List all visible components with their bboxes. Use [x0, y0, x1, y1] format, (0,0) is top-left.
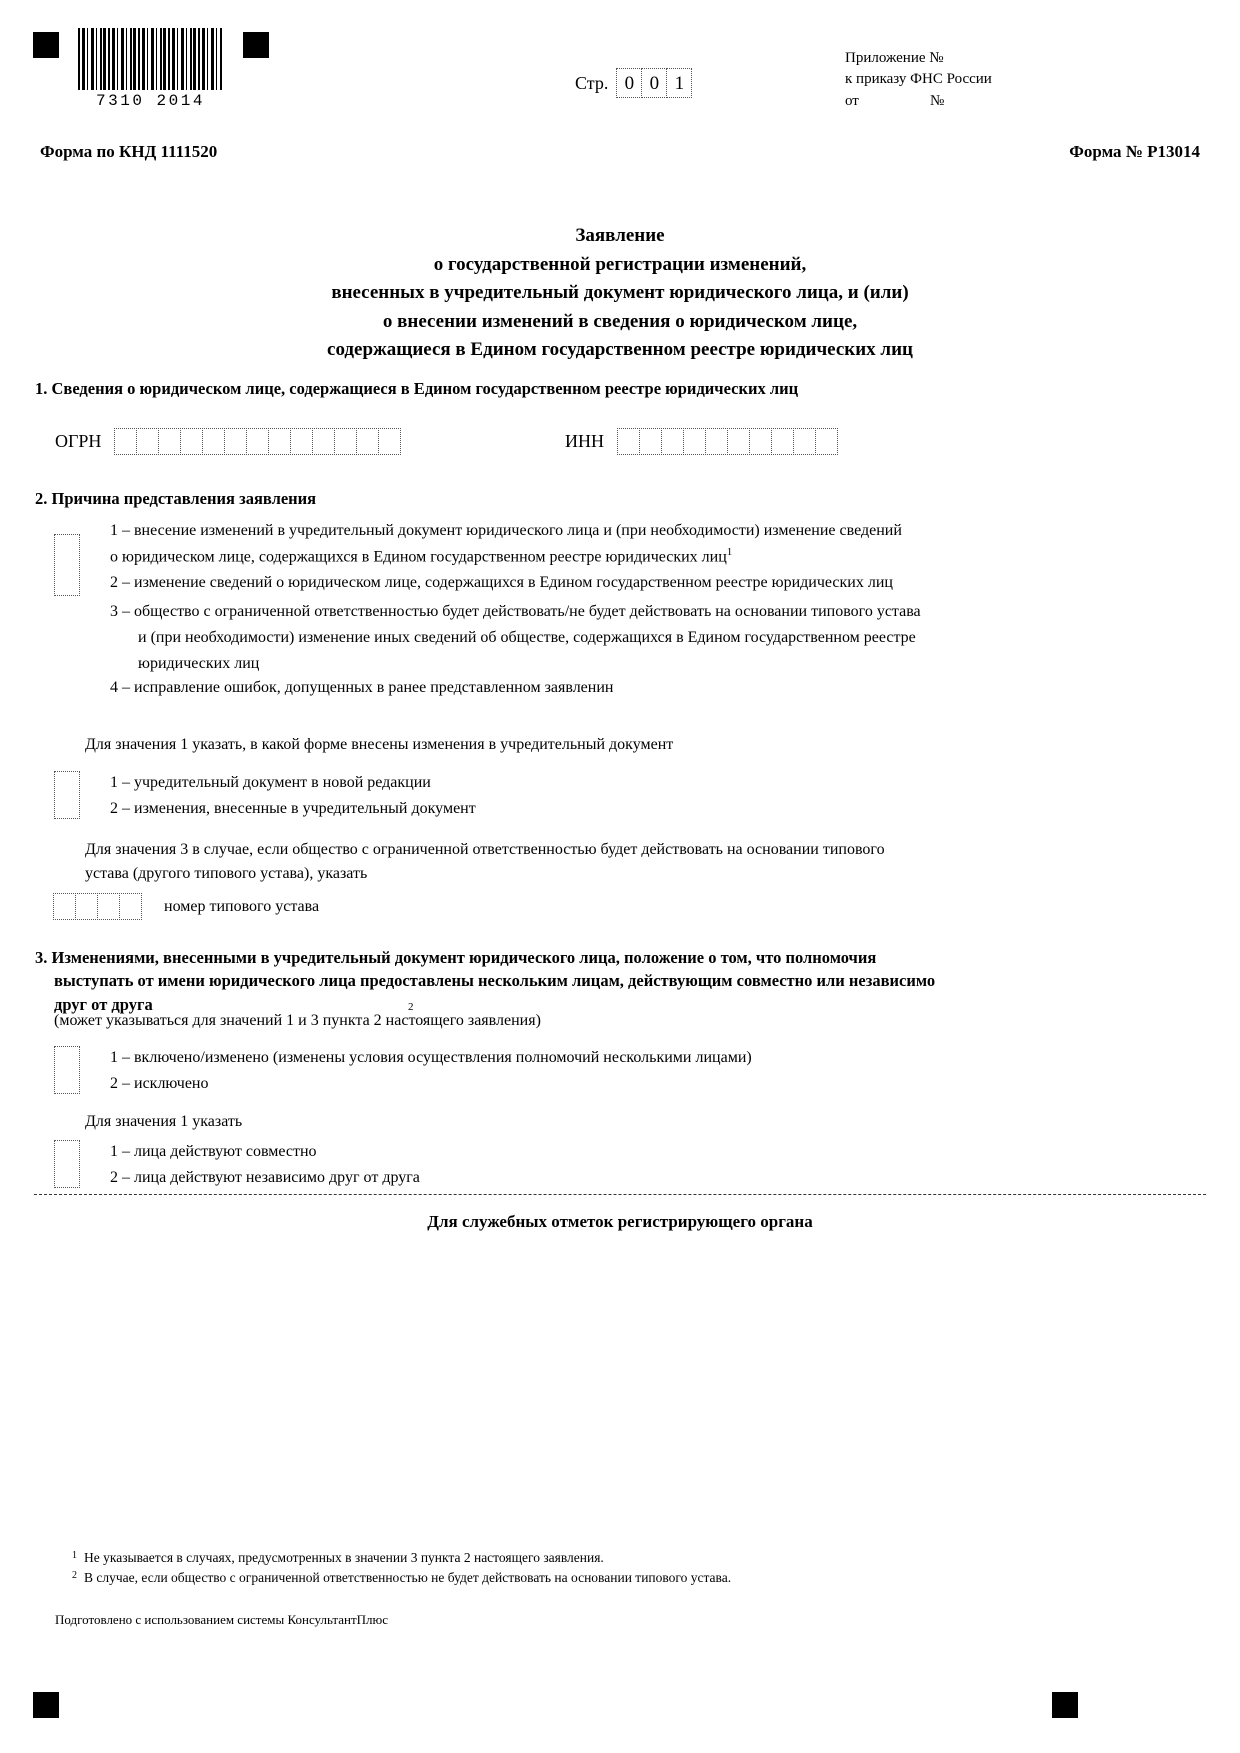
title-line-3: внесенных в учредительный документ юридического лица, и (или) — [331, 282, 909, 303]
ogrn-cell[interactable] — [268, 428, 291, 455]
page-digit-cell[interactable]: 1 — [666, 68, 692, 98]
footnotes — [72, 1548, 731, 1589]
ustav-number-cell[interactable] — [53, 893, 76, 920]
appendix-date-row — [845, 91, 992, 112]
ustav-number-cell[interactable] — [119, 893, 142, 920]
ustav-number-cell[interactable] — [75, 893, 98, 920]
section-2-sub1-options — [110, 770, 1085, 822]
section-3-heading-line-2: выступать от имени юридического лица предоставлены нескольким лицам, действующим совместно или независимо — [54, 971, 936, 991]
page-number-cells[interactable] — [617, 68, 692, 98]
section-3-sub-option-1: 1 – лица действуют совместно — [110, 1143, 317, 1160]
footnote-2-text: В случае, если общество с ограниченной ответственностью не будет действовать на основании типового устава. — [84, 1570, 732, 1586]
ogrn-cell[interactable] — [290, 428, 313, 455]
section-3-authority-checkbox[interactable] — [54, 1046, 80, 1094]
section-2-sub1-option-1: 1 – учредительный документ в новой редакции — [110, 774, 431, 791]
ustav-number-cells[interactable] — [54, 893, 142, 920]
section-3-options — [110, 1045, 1085, 1097]
section-2-subprompt-3 — [85, 838, 1075, 886]
footnote-1 — [72, 1548, 731, 1568]
ogrn-cell[interactable] — [356, 428, 379, 455]
section-3-subprompt: Для значения 1 указать — [85, 1113, 243, 1130]
section-2-reason-checkbox[interactable] — [54, 534, 80, 596]
title-line-1: Заявление — [575, 225, 665, 246]
footnote-2-number: 2 — [72, 1570, 77, 1582]
section-3-heading-line-1: 3. Изменениями, внесенными в учредительный документ юридического лица, положение о том, что полномочия — [35, 948, 877, 967]
appendix-number-label: № — [930, 92, 945, 109]
section-divider — [34, 1194, 1206, 1195]
ogrn-cells[interactable] — [115, 428, 401, 455]
section-2-option-3-line-2: и (при необходимости) изменение иных сведений об обществе, содержащихся в Едином государственном реестре — [138, 628, 916, 646]
ogrn-cell[interactable] — [378, 428, 401, 455]
barcode-number: 7310 2014 — [96, 92, 205, 110]
corner-mark-bottom-right — [1052, 1692, 1078, 1718]
corner-mark-bottom-left — [33, 1692, 59, 1718]
page-digit-cell[interactable]: 0 — [616, 68, 642, 98]
section-3-heading — [35, 946, 1080, 1016]
section-2-option-3-line-1: 3 – общество с ограниченной ответственностью будет действовать/не будет действовать на основании типового устава — [110, 603, 921, 620]
section-3-note-text: (может указываться для значений 1 и 3 пункта 2 настоящего заявления) — [54, 1012, 541, 1029]
inn-field[interactable] — [565, 428, 838, 455]
inn-cell[interactable] — [771, 428, 794, 455]
service-marks-title: Для служебных отметок регистрирующего органа — [427, 1212, 813, 1231]
inn-cell[interactable] — [815, 428, 838, 455]
knd-code: Форма по КНД 1111520 — [40, 142, 218, 161]
page-digit-cell[interactable]: 0 — [641, 68, 667, 98]
section-2-sub1-option-2: 2 – изменения, внесенные в учредительный документ — [110, 799, 476, 817]
section-3-joint-checkbox[interactable] — [54, 1140, 80, 1188]
ogrn-cell[interactable] — [114, 428, 137, 455]
section-2-subprompt-3-line-1: Для значения 3 в случае, если общество с ограниченной ответственностью будет действовать на основании типового — [85, 841, 885, 858]
inn-label: ИНН — [565, 431, 604, 451]
ustav-number-field[interactable] — [54, 893, 319, 920]
ogrn-cell[interactable] — [202, 428, 225, 455]
section-2-form-checkbox[interactable] — [54, 771, 80, 819]
appendix-line-1: Приложение № — [845, 50, 944, 66]
appendix-line-2: к приказу ФНС России — [845, 71, 992, 88]
section-3-heading-line-3: друг от друга — [54, 994, 153, 1014]
inn-cell[interactable] — [683, 428, 706, 455]
section-2-option-3-line-3: юридических лиц — [138, 654, 260, 672]
inn-cell[interactable] — [617, 428, 640, 455]
page-title — [0, 222, 1240, 365]
inn-cell[interactable] — [705, 428, 728, 455]
section-3-sub-options — [110, 1139, 1085, 1191]
prepared-by-note: Подготовлено с использованием системы КонсультантПлюс — [55, 1612, 389, 1627]
section-2-subprompt-1: Для значения 1 указать, в какой форме внесены изменения в учредительный документ — [85, 736, 674, 753]
corner-mark-top-right — [243, 32, 269, 58]
ogrn-cell[interactable] — [224, 428, 247, 455]
inn-cells[interactable] — [618, 428, 838, 455]
footnote-ref-1: 1 — [726, 545, 733, 558]
barcode-bars-icon — [78, 28, 223, 90]
form-number: Форма № Р13014 — [1069, 142, 1200, 161]
inn-cell[interactable] — [639, 428, 662, 455]
ogrn-field[interactable] — [55, 428, 401, 455]
ogrn-label: ОГРН — [55, 431, 102, 451]
ogrn-cell[interactable] — [180, 428, 203, 455]
ogrn-cell[interactable] — [158, 428, 181, 455]
ogrn-cell[interactable] — [312, 428, 335, 455]
section-3-option-2: 2 – исключено — [110, 1074, 209, 1092]
corner-mark-top-left — [33, 32, 59, 58]
inn-cell[interactable] — [749, 428, 772, 455]
footnote-1-text: Не указывается в случаях, предусмотренных в значении 3 пункта 2 настоящего заявления. — [84, 1550, 604, 1565]
page-number-label: Стр. — [575, 72, 609, 93]
section-2-option-2: 2 – изменение сведений о юридическом лице, содержащихся в Едином государственном реестре юридических лиц — [110, 574, 893, 591]
footnote-2 — [72, 1568, 731, 1588]
section-2-subprompt-3-line-2: устава (другого типового устава), указать — [85, 865, 368, 882]
section-3-note — [54, 1009, 1084, 1033]
appendix-reference — [845, 48, 992, 112]
inn-cell[interactable] — [661, 428, 684, 455]
section-3-sub-option-2: 2 – лица действуют независимо друг от друга — [110, 1168, 420, 1186]
footnote-1-number: 1 — [72, 1550, 77, 1561]
inn-cell[interactable] — [727, 428, 750, 455]
section-2-option-3 — [110, 599, 1095, 677]
title-line-2: о государственной регистрации изменений, — [433, 253, 807, 275]
section-1-heading: 1. Сведения о юридическом лице, содержащиеся в Едином государственном реестре юридических лиц — [35, 379, 799, 398]
footnote-ref-2: 2 — [408, 1001, 414, 1013]
inn-cell[interactable] — [793, 428, 816, 455]
ogrn-cell[interactable] — [136, 428, 159, 455]
barcode — [78, 28, 223, 110]
ogrn-cell[interactable] — [334, 428, 357, 455]
section-2-heading: 2. Причина представления заявления — [35, 489, 317, 508]
section-3-option-1: 1 – включено/изменено (изменены условия осуществления полномочий несколькими лицами) — [110, 1049, 752, 1066]
title-line-4: о внесении изменений в сведения о юридическом лице, — [382, 310, 858, 332]
appendix-ot-label: от — [845, 92, 859, 109]
section-2-option-1 — [110, 518, 1085, 570]
section-2-option-1-line-1: 1 – внесение изменений в учредительный документ юридического лица и (при необходимости) изменение сведений — [110, 522, 902, 539]
ustav-number-label: номер типового устава — [164, 897, 320, 915]
title-line-5: содержащиеся в Едином государственном реестре юридических лиц — [327, 339, 913, 360]
section-2-option-4: 4 – исправление ошибок, допущенных в ранее представленном заявленин — [110, 679, 614, 696]
ogrn-cell[interactable] — [246, 428, 269, 455]
ustav-number-cell[interactable] — [97, 893, 120, 920]
section-2-option-1-line-2: о юридическом лице, содержащихся в Едином государственном реестре юридических лиц$^1$ — [110, 545, 733, 566]
page-number-field — [575, 68, 692, 98]
